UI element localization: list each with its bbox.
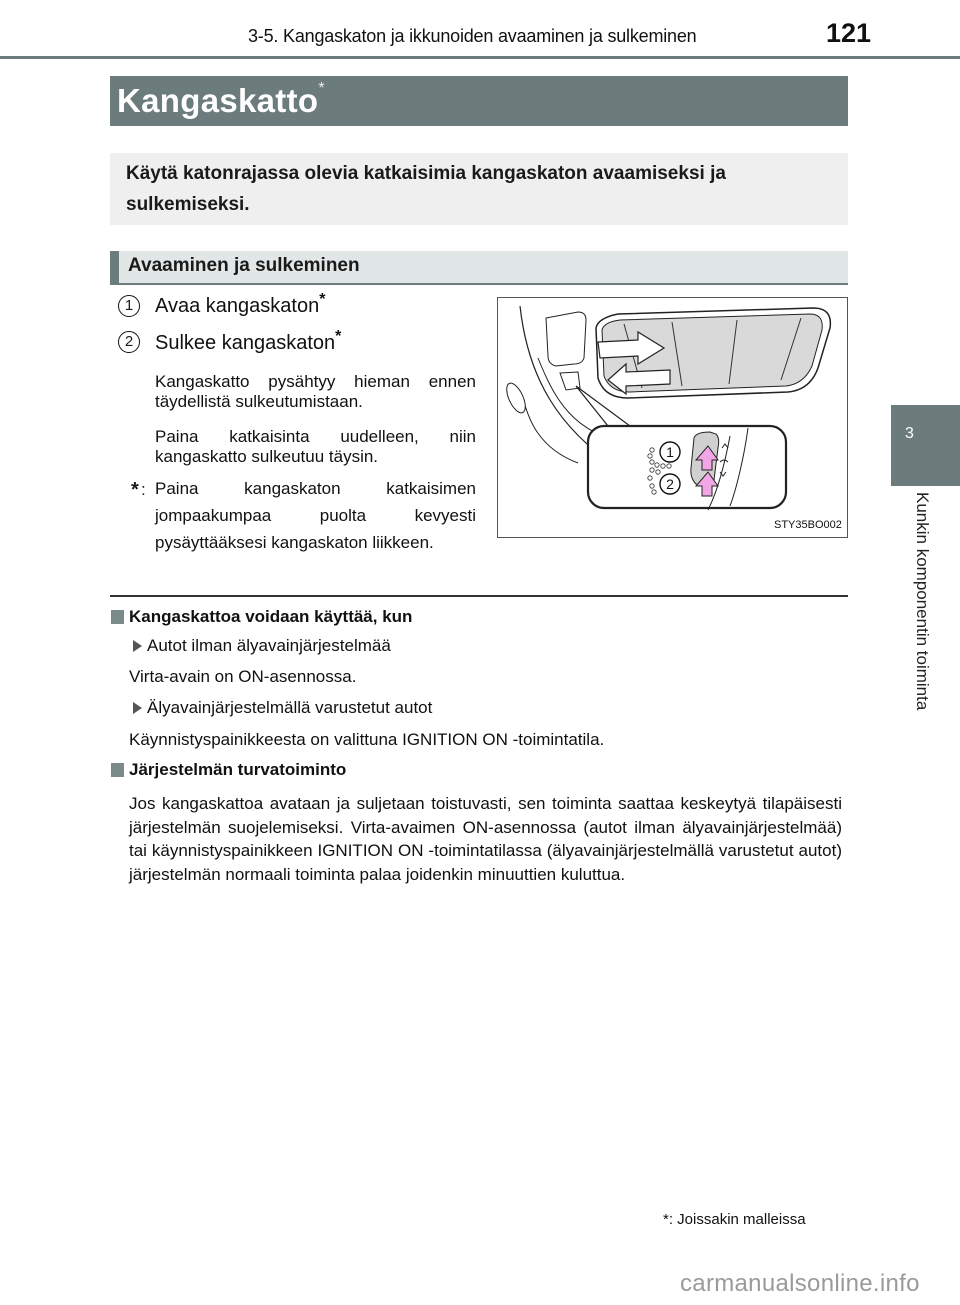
sunroof-diagram-icon (498, 298, 846, 536)
step-1-label: Avaa kangaskaton (155, 295, 320, 317)
triangle-bullet-icon (133, 702, 142, 714)
footnote-text: : Joissakin malleissa (668, 1211, 806, 1228)
section-divider (110, 595, 848, 597)
step-1 (155, 291, 326, 318)
step-1-number-icon: 1 (118, 295, 140, 317)
step-2-label: Sulkee kangaskaton (155, 332, 336, 354)
asterisk-icon: * (663, 1211, 669, 1228)
chapter-title: Kunkin komponentin toiminta (913, 492, 932, 711)
sunroof-switch-illustration (497, 297, 848, 538)
chapter-tab (891, 405, 960, 486)
step-2-note-2: Paina katkaisinta uudelleen, niin kangaskatto sulkeutuu täysin. (155, 427, 476, 466)
section-heading-protection: Järjestelmän turvatoiminto (129, 760, 347, 779)
svg-text:1: 1 (666, 444, 674, 460)
watermark: carmanualsonline.info (680, 1270, 920, 1297)
step-2-number-icon: 2 (118, 331, 140, 353)
header-rule (0, 56, 960, 59)
chapter-number: 3 (905, 425, 914, 442)
running-header-title: 3-5. Kangaskaton ja ikkunoiden avaaminen ja sulkeminen (248, 26, 697, 46)
step-2 (155, 328, 342, 355)
condition-1-text: Virta-avain on ON-asennossa. (129, 667, 357, 686)
condition-1-label: Autot ilman älyavainjärjestelmää (147, 636, 391, 655)
page-number: 121 (826, 18, 872, 48)
asterisk-note: Paina kangaskaton katkaisimen jompaakumpaa puolta kevyesti pysäyttääksesi kangaskaton liikkeen. (155, 479, 476, 552)
square-bullet-icon (111, 610, 124, 624)
asterisk-icon: * (319, 291, 326, 308)
step-2-note-1: Kangaskatto pysähtyy hieman ennen täydellistä sulkeutumistaan. (155, 372, 476, 411)
footnote (663, 1211, 806, 1228)
subsection-accent (110, 251, 119, 285)
subsection-title: Avaaminen ja sulkeminen (128, 255, 360, 276)
asterisk-icon: * (335, 328, 342, 345)
condition-2-text: Käynnistyspainikkeesta on valittuna IGNITION ON -toimintatila. (129, 730, 605, 749)
square-bullet-icon (111, 763, 124, 777)
section-heading-operation-conditions: Kangaskattoa voidaan käyttää, kun (129, 607, 413, 626)
note-asterisk-icon: * (131, 479, 139, 501)
protection-text: Jos kangaskattoa avataan ja suljetaan toistuvasti, sen toiminta saattaa keskeytyä tilapäisesti järjestelmän suojelemiseksi. Virta-avaimen ON-asennossa (autot ilman älyavainjärjestelmää) tai käynnistyspainikkeen IGNITION ON -toimintatilassa (älyavainjärjestelmällä varustetut autot) järjestelmän normaali toiminta palaa joidenkin minuuttien kuluttua. (129, 794, 842, 884)
page-title-text: Kangaskatto (117, 82, 319, 119)
page-title (117, 82, 325, 120)
condition-2-label: Älyavainjärjestelmällä varustetut autot (147, 698, 433, 717)
figure-code: STY35BO002 (774, 519, 842, 531)
intro-text: Käytä katonrajassa olevia katkaisimia kangaskaton avaamiseksi ja sulkemiseksi. (126, 163, 726, 215)
note-colon: : (141, 480, 146, 499)
svg-text:2: 2 (666, 476, 674, 492)
triangle-bullet-icon (133, 640, 142, 652)
asterisk-icon: * (318, 80, 325, 97)
